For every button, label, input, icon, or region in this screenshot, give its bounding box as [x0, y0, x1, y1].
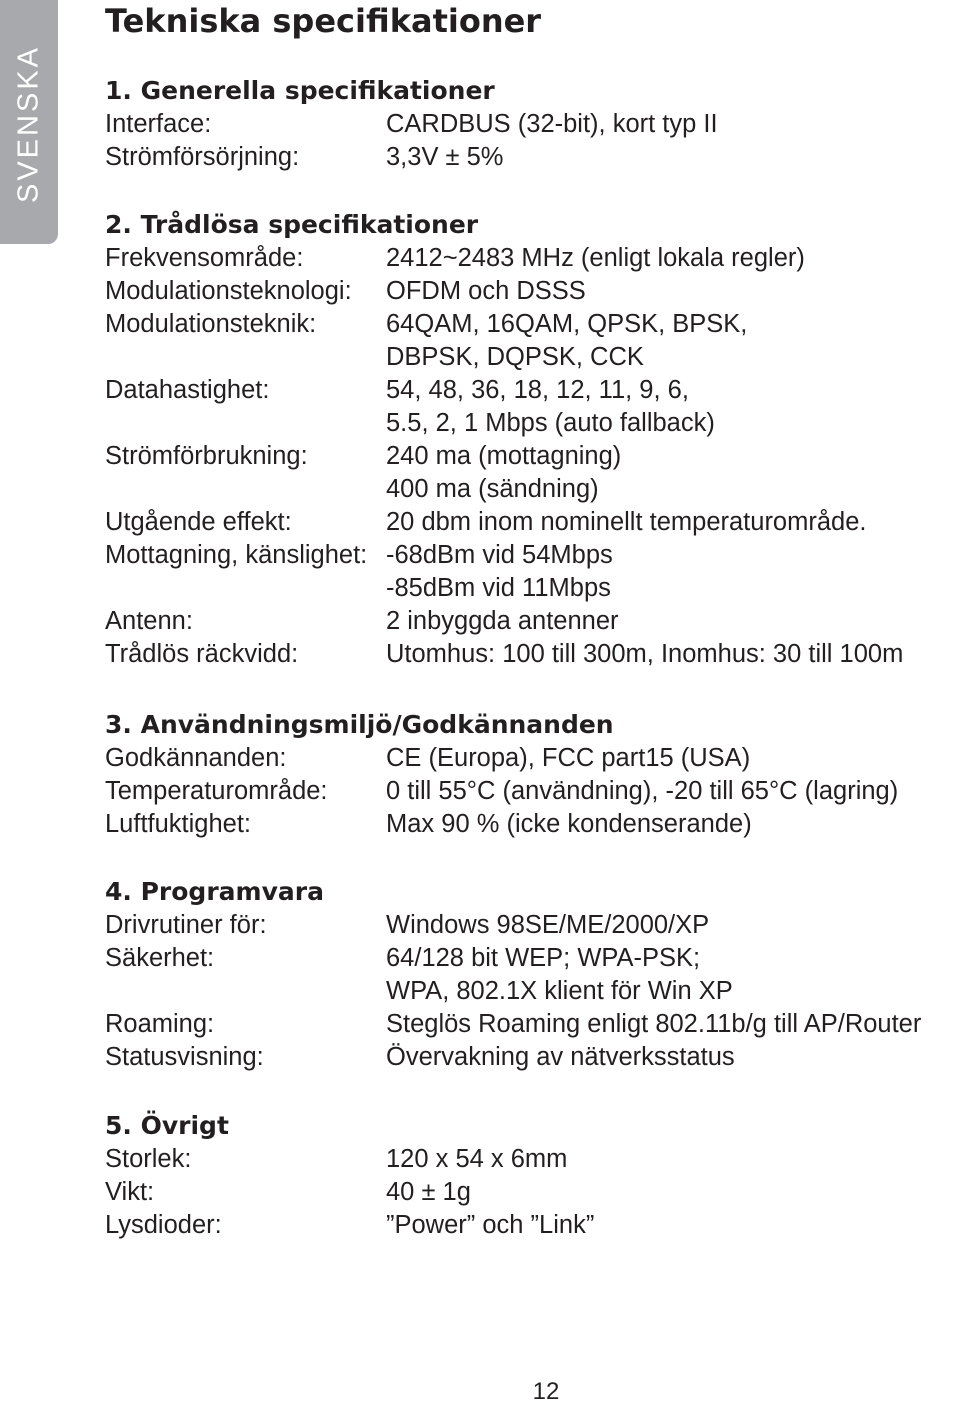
- spec-values: [386, 1008, 921, 1041]
- spec-label: Säkerhet:: [105, 944, 215, 972]
- spec-values: [386, 308, 747, 374]
- spec-label: Statusvisning:: [105, 1043, 264, 1071]
- spec-values: [386, 141, 503, 174]
- spec-values: [386, 275, 586, 308]
- spec-values: [386, 942, 733, 1008]
- spec-value: 0 till 55°C (användning), -20 till 65°C (lagring): [386, 777, 899, 805]
- spec-row: [105, 374, 955, 440]
- spec-row: [105, 808, 955, 841]
- spec-value: 2 inbyggda antenner: [386, 607, 619, 635]
- spec-values: [386, 605, 619, 638]
- spec-value: 20 dbm inom nominellt temperaturområde.: [386, 508, 867, 536]
- spec-value: CARDBUS (32-bit), kort typ II: [386, 110, 718, 138]
- spec-row: [105, 638, 955, 671]
- spec-label: Mottagning, känslighet:: [105, 541, 368, 569]
- spec-values: [386, 374, 715, 440]
- spec-value: 40 ± 1g: [386, 1178, 471, 1206]
- spec-row: [105, 141, 955, 174]
- spec-value: OFDM och DSSS: [386, 277, 586, 305]
- spec-row: [105, 275, 955, 308]
- section-miscellaneous: [105, 1109, 955, 1242]
- spec-row: [105, 775, 955, 808]
- spec-value: 2412~2483 MHz (enligt lokala regler): [386, 244, 805, 272]
- spec-row: [105, 308, 955, 374]
- spec-value: 54, 48, 36, 18, 12, 11, 9, 6,: [386, 376, 689, 404]
- spec-value: WPA, 802.1X klient för Win XP: [386, 977, 733, 1005]
- spec-row: [105, 1209, 955, 1242]
- spec-values: [386, 808, 752, 841]
- spec-label: Interface:: [105, 110, 212, 138]
- spec-label: Strömförbrukning:: [105, 442, 308, 470]
- section-general-specifications: [105, 74, 955, 174]
- spec-value: Max 90 % (icke kondenserande): [386, 810, 752, 838]
- section-heading: 1. Generella specifikationer: [105, 76, 495, 105]
- spec-values: [386, 638, 903, 671]
- spec-label: Strömförsörjning:: [105, 143, 300, 171]
- spec-row: [105, 605, 955, 638]
- spec-value: Steglös Roaming enligt 802.11b/g till AP/Router: [386, 1010, 922, 1038]
- section-heading: 2. Trådlösa specifikationer: [105, 210, 479, 239]
- spec-label: Luftfuktighet:: [105, 810, 252, 838]
- spec-values: [386, 909, 709, 942]
- spec-value: 64/128 bit WEP; WPA-PSK;: [386, 944, 701, 972]
- spec-label: Godkännanden:: [105, 744, 287, 772]
- spec-row: [105, 108, 955, 141]
- spec-label: Vikt:: [105, 1178, 155, 1206]
- spec-row: [105, 242, 955, 275]
- spec-label: Datahastighet:: [105, 376, 270, 404]
- spec-row: [105, 1143, 955, 1176]
- spec-row: [105, 1176, 955, 1209]
- section-heading: 4. Programvara: [105, 877, 324, 906]
- page-number: 12: [532, 1378, 560, 1405]
- spec-label: Utgående effekt:: [105, 508, 292, 536]
- spec-value: ”Power” och ”Link”: [386, 1211, 595, 1239]
- spec-row: [105, 1041, 955, 1074]
- section-environment-approvals: [105, 708, 955, 841]
- spec-value: 120 x 54 x 6mm: [386, 1145, 568, 1173]
- spec-label: Trådlös räckvidd:: [105, 640, 299, 668]
- spec-values: [386, 242, 805, 275]
- section-heading: 3. Användningsmiljö/Godkännanden: [105, 710, 614, 739]
- page-title: Tekniska specifikationer: [105, 2, 542, 40]
- spec-values: [386, 1209, 594, 1242]
- spec-label: Antenn:: [105, 607, 193, 635]
- spec-values: [386, 742, 750, 775]
- spec-value: 64QAM, 16QAM, QPSK, BPSK,: [386, 310, 748, 338]
- spec-value: Windows 98SE/ME/2000/XP: [386, 911, 710, 939]
- spec-label: Modulationsteknik:: [105, 310, 317, 338]
- spec-label: Modulationsteknologi:: [105, 277, 352, 305]
- spec-value: 240 ma (mottagning): [386, 442, 622, 470]
- spec-row: [105, 909, 955, 942]
- spec-list: [105, 242, 955, 671]
- spec-row: [105, 742, 955, 775]
- spec-label: Temperaturområde:: [105, 777, 328, 805]
- spec-list: [105, 108, 955, 174]
- spec-row: [105, 539, 955, 605]
- language-side-tab: [0, 0, 58, 244]
- spec-list: [105, 742, 955, 841]
- spec-list: [105, 1143, 955, 1242]
- spec-value: 3,3V ± 5%: [386, 143, 504, 171]
- section-wireless-specifications: [105, 208, 955, 671]
- spec-value: DBPSK, DQPSK, CCK: [386, 343, 644, 371]
- spec-value: -68dBm vid 54Mbps: [386, 541, 613, 569]
- spec-values: [386, 1143, 567, 1176]
- spec-label: Frekvensområde:: [105, 244, 304, 272]
- spec-value: CE (Europa), FCC part15 (USA): [386, 744, 751, 772]
- spec-label: Lysdioder:: [105, 1211, 222, 1239]
- section-heading: 5. Övrigt: [105, 1111, 229, 1140]
- section-software: [105, 875, 955, 1074]
- spec-label: Storlek:: [105, 1145, 192, 1173]
- spec-value: Övervakning av nätverksstatus: [386, 1043, 735, 1071]
- spec-values: [386, 108, 718, 141]
- spec-row: [105, 942, 955, 1008]
- spec-values: [386, 539, 613, 605]
- spec-row: [105, 440, 955, 506]
- spec-values: [386, 775, 898, 808]
- spec-label: Drivrutiner för:: [105, 911, 267, 939]
- spec-list: [105, 909, 955, 1074]
- spec-values: [386, 506, 866, 539]
- language-tab-label: SVENSKA: [12, 45, 45, 203]
- spec-value: -85dBm vid 11Mbps: [386, 574, 611, 602]
- spec-row: [105, 506, 955, 539]
- spec-value: Utomhus: 100 till 300m, Inomhus: 30 till 100m: [386, 640, 904, 668]
- spec-values: [386, 440, 621, 506]
- spec-values: [386, 1041, 735, 1074]
- spec-row: [105, 1008, 955, 1041]
- spec-value: 5.5, 2, 1 Mbps (auto fallback): [386, 409, 715, 437]
- spec-values: [386, 1176, 471, 1209]
- spec-value: 400 ma (sändning): [386, 475, 599, 503]
- spec-label: Roaming:: [105, 1010, 215, 1038]
